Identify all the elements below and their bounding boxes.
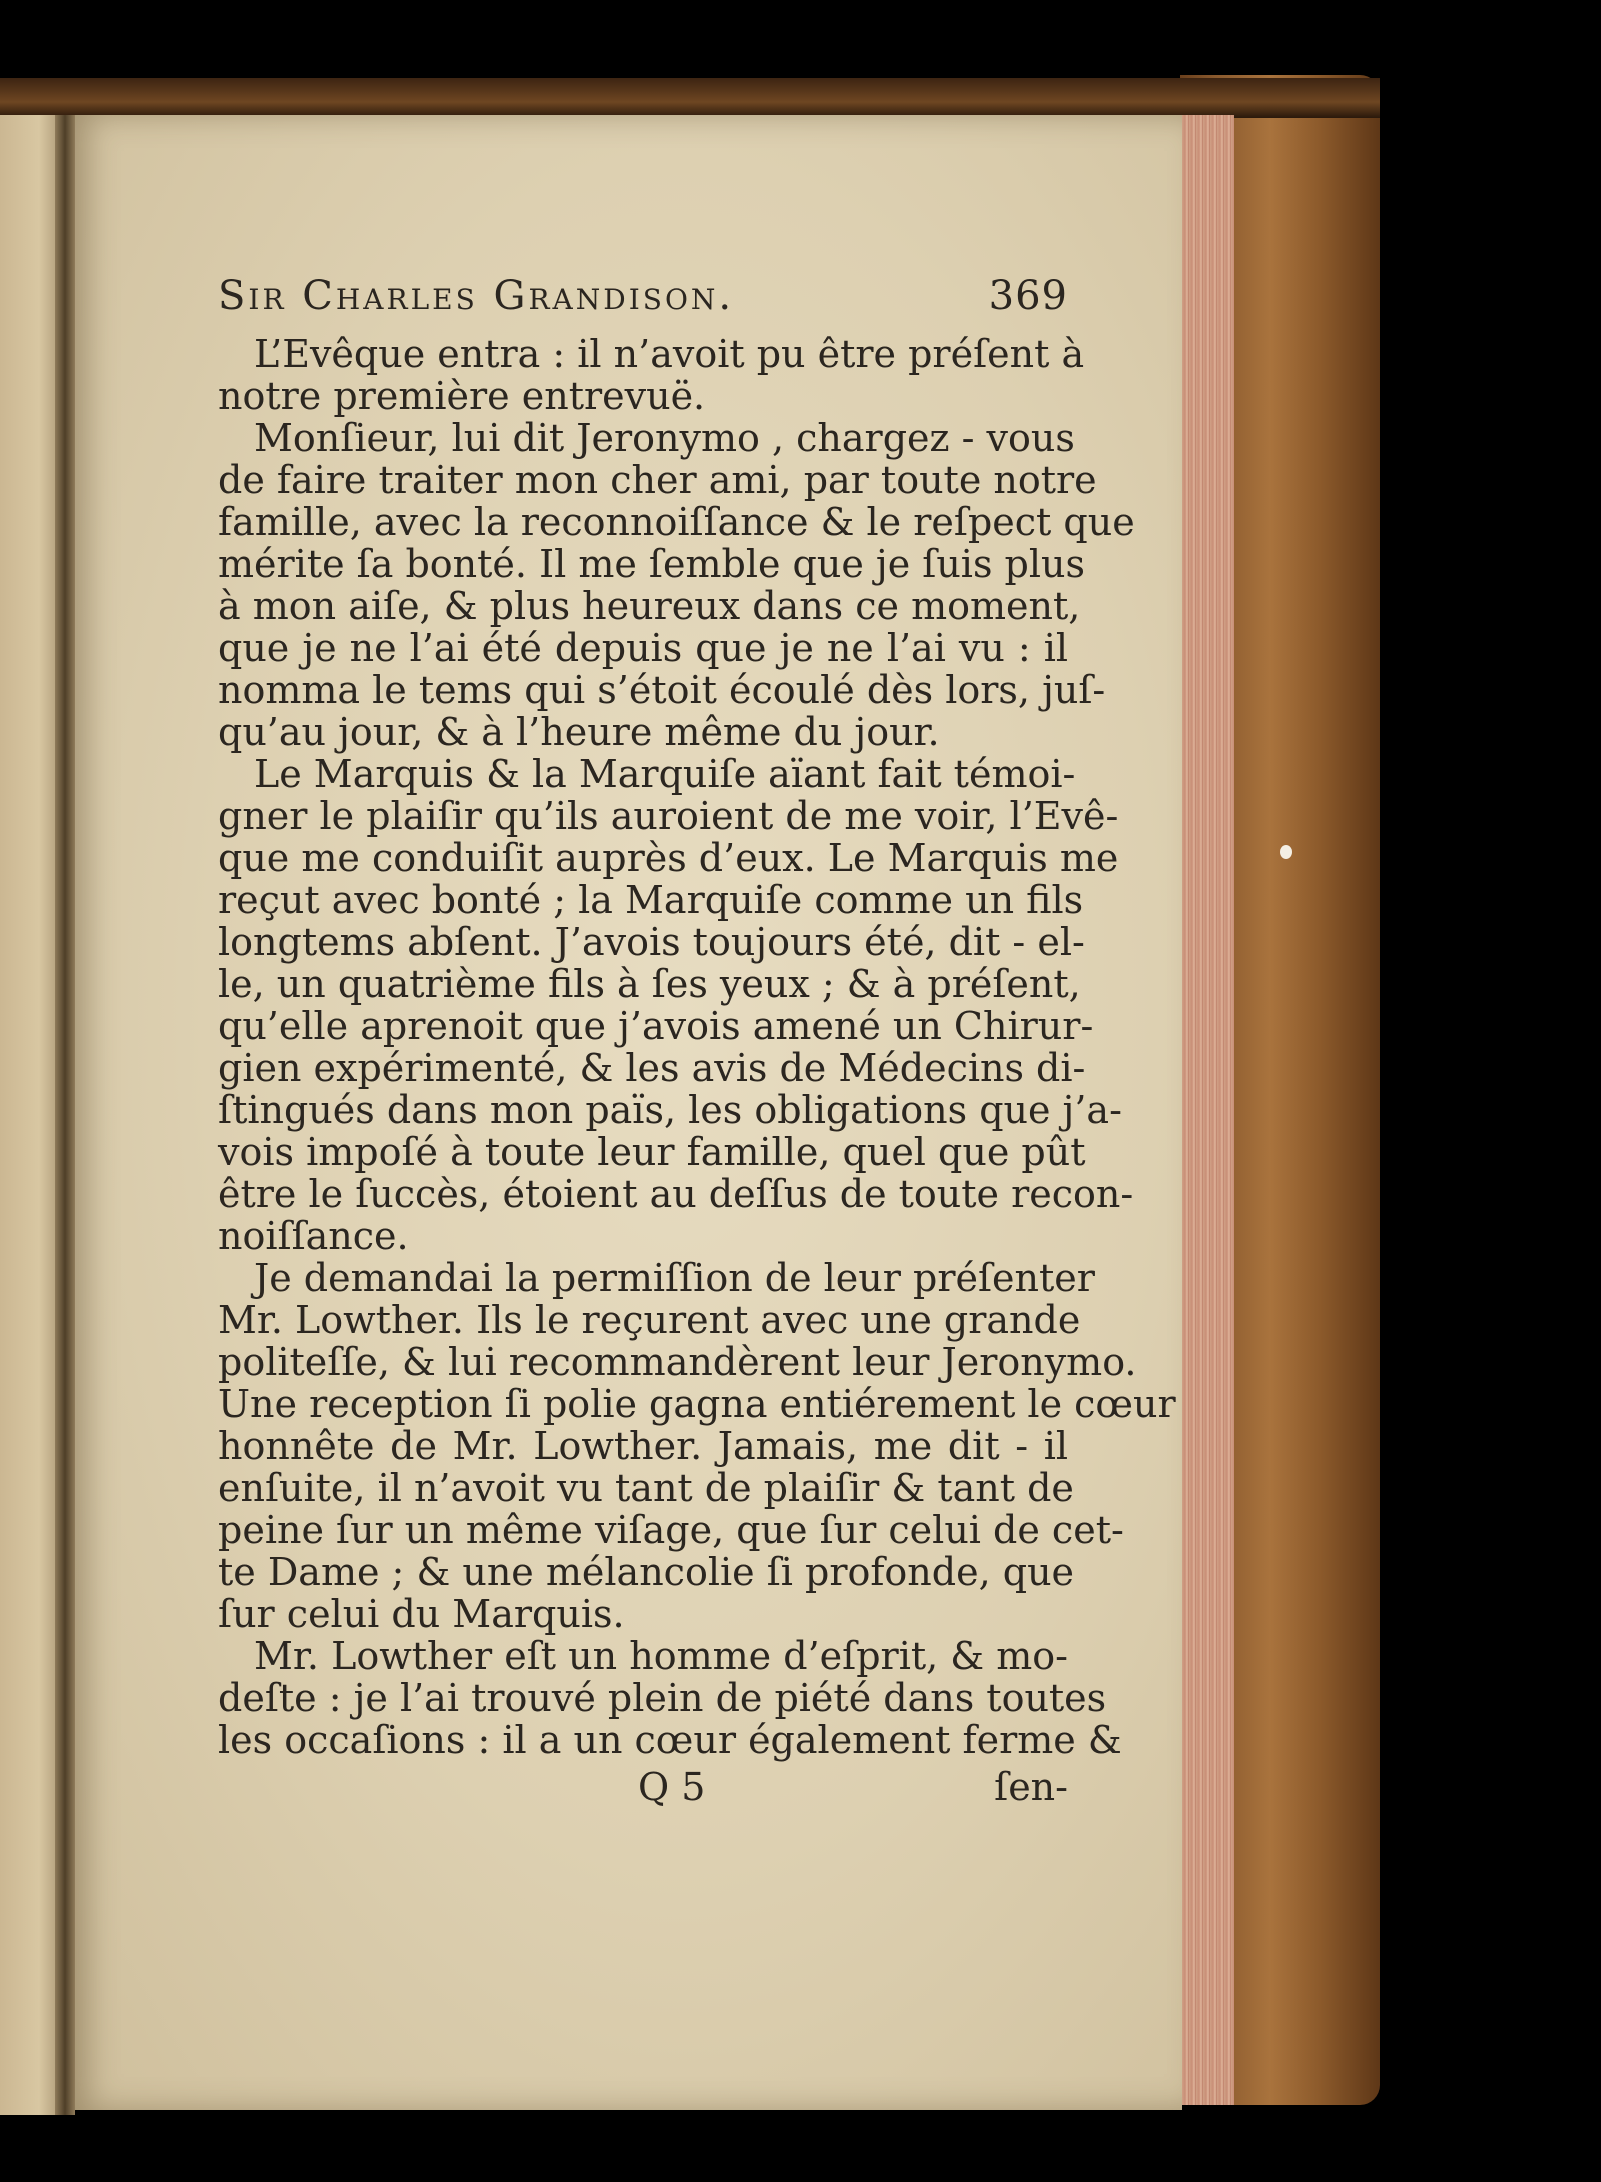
text-line: politeſſe, & lui recommandèrent leur Jeronymo. [218, 1340, 1137, 1384]
page-edges [1180, 115, 1234, 2105]
book-page [70, 115, 1182, 2110]
text-line: Une reception ſi polie gagna entiérement le cœur [218, 1382, 1176, 1426]
paragraph [218, 752, 1134, 1258]
text-line: vois impoſé à toute leur famille, quel que pût [218, 1130, 1086, 1174]
paragraph [218, 416, 1135, 754]
text-line: que me conduiſit auprès d’eux. Le Marquis me [218, 836, 1119, 880]
text-line: nomma le tems qui s’étoit écoulé dès lors, juſ- [218, 668, 1106, 712]
body-text [218, 332, 1176, 1762]
text-block [218, 263, 1176, 1815]
text-line: qu’elle aprenoit que j’avois amené un Chirur- [218, 1004, 1094, 1048]
text-line: Mr. Lowther eſt un homme d’eſprit, & mo- [254, 1634, 1068, 1678]
text-line: enſuite, il n’avoit vu tant de plaiſir & tant de [218, 1466, 1074, 1510]
text-line: gien expérimenté, & les avis de Médecins di- [218, 1046, 1086, 1090]
running-head-title: Sir Charles Grandison. [218, 273, 735, 319]
text-line: être le ſuccès, étoient au deſſus de toute recon- [218, 1172, 1134, 1216]
text-line: mérite ſa bonté. Il me ſemble que je ſuis plus [218, 542, 1085, 586]
paper-spot [1280, 845, 1292, 859]
running-head [218, 263, 1068, 333]
text-line: qu’au jour, & à l’heure même du jour. [218, 710, 940, 754]
text-line: gner le plaiſir qu’ils auroient de me voir, l’Evê- [218, 794, 1119, 838]
text-line: Je demandai la permiſſion de leur préſenter [254, 1256, 1095, 1300]
book-spine-top [0, 78, 1380, 118]
text-line: que je ne l’ai été depuis que je ne l’ai vu : il [218, 626, 1068, 670]
text-line: ſur celui du Marquis. [218, 1592, 625, 1636]
text-line: ſtingués dans mon païs, les obligations que j’a- [218, 1088, 1122, 1132]
text-line: te Dame ; & une mélancolie ſi profonde, que [218, 1550, 1075, 1594]
text-line: reçut avec bonté ; la Marquiſe comme un fils [218, 878, 1084, 922]
text-line: le, un quatrième fils à ſes yeux ; & à préſent, [218, 962, 1081, 1006]
paragraph [218, 332, 1085, 418]
text-line: deſte : je l’ai trouvé plein de piété dans toutes [218, 1676, 1107, 1720]
paragraph [218, 1634, 1122, 1762]
text-line: de faire traiter mon cher ami, par toute notre [218, 458, 1097, 502]
text-line: L’Evêque entra : il n’avoit pu être préſent à [254, 332, 1085, 376]
text-line: notre première entrevuë. [218, 374, 706, 418]
paragraph [218, 1256, 1176, 1636]
text-line: peine ſur un même viſage, que ſur celui de cet- [218, 1508, 1124, 1552]
text-line: famille, avec la reconnoiſſance & le reſpect que [218, 500, 1135, 544]
text-line: honnête de Mr. Lowther. Jamais, me dit - il [218, 1424, 1068, 1468]
signature-mark: Q 5 [638, 1765, 706, 1809]
text-line: Le Marquis & la Marquiſe aïant fait témoi- [254, 752, 1076, 796]
text-line: Mr. Lowther. Ils le reçurent avec une grande [218, 1298, 1081, 1342]
page-number: 369 [988, 273, 1068, 319]
text-line: longtems abſent. J’avois toujours été, dit - el- [218, 920, 1085, 964]
book-gutter [55, 115, 75, 2115]
text-line: noiſſance. [218, 1214, 409, 1258]
catchword: ſen- [994, 1765, 1068, 1809]
text-line: à mon aiſe, & plus heureux dans ce moment, [218, 584, 1081, 628]
text-line: les occaſions : il a un cœur également ferme & [218, 1718, 1122, 1762]
page-footer [218, 1765, 1068, 1815]
text-line: Monſieur, lui dit Jeronymo , chargez - vous [254, 416, 1075, 460]
